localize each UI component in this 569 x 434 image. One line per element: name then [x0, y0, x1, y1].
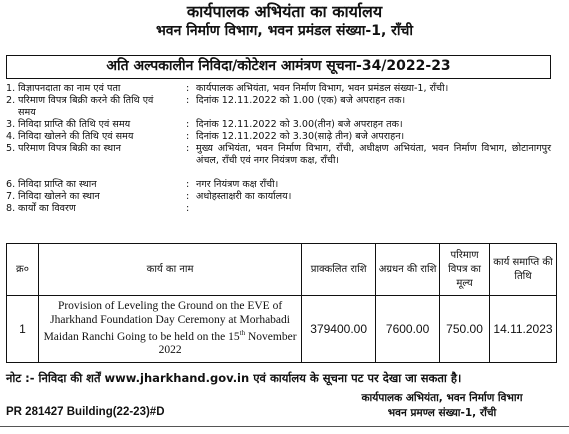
- detail-item: 1. विज्ञापनदाता का नाम एवं पता : कार्यपालक अभियंता, भवन निर्माण विभाग, भवन प्रमंडल संख्या-1, राँची।: [6, 83, 551, 95]
- cell-serial: 1: [7, 296, 39, 363]
- detail-label: परिमाण विपत्र बिक्री करने की तिथि एवं समय: [18, 95, 154, 118]
- col-earnest-money-header: अग्रधन की राशि: [376, 244, 440, 296]
- col-completion-date-header: कार्य समाप्ति की तिथि: [490, 244, 557, 296]
- office-header: [0, 2, 569, 40]
- cell-bq-cost: 750.00: [440, 296, 490, 363]
- detail-item: 7. निविदा खोलने का स्थान : अधोहस्ताक्षरी का कार्यालय।: [6, 191, 551, 203]
- detail-item: 4. निविदा खोलने की तिथि एवं समय : दिनांक 12.11.2022 को 3.30(साढ़े तीन) बजे अपराहन।: [6, 131, 551, 143]
- cell-earnest-money: 7600.00: [376, 296, 440, 363]
- detail-number: 6.: [6, 179, 16, 190]
- detail-number: 2.: [6, 95, 16, 106]
- col-serial-header: क्र०: [7, 244, 39, 296]
- works-table: [6, 243, 557, 363]
- detail-label: निविदा प्राप्ति की तिथि एवं समय: [18, 119, 131, 130]
- detail-label: कार्यों का विवरण: [18, 203, 76, 214]
- table-row: [7, 296, 557, 363]
- detail-item: 5. परिमाण विपत्र बिक्री का स्थान : मुख्य अभियंता, भवन निर्माण विभाग, राँची, अधीक्षण अभियंता, भवन निर्माण विभाग, छोटानागपुर अंचल, राँची एवं नगर नियंत्रण कक्ष, राँची।: [6, 143, 551, 179]
- signature-block: [322, 391, 562, 421]
- detail-value: नगर नियंत्रण कक्ष राँची।: [196, 179, 279, 190]
- notice-title: अति अल्पकालीन निविदा/कोटेशन आमंत्रण सूचना-34/2022-23: [6, 55, 551, 79]
- detail-number: 8.: [6, 203, 16, 214]
- pr-number: PR 281427 Building(22-23)#D: [6, 406, 165, 418]
- detail-label: परिमाण विपत्र बिक्री का स्थान: [18, 143, 121, 154]
- cell-estimated-amount: 379400.00: [302, 296, 376, 363]
- detail-number: 5.: [6, 143, 16, 154]
- detail-label: विज्ञापनदाता का नाम एवं पता: [18, 83, 121, 94]
- col-work-name-header: कार्य का नाम: [38, 244, 301, 296]
- detail-label: निविदा खोलने की तिथि एवं समय: [18, 131, 134, 142]
- detail-number: 4.: [6, 131, 16, 142]
- detail-item: 8. कार्यों का विवरण :: [6, 203, 551, 215]
- detail-value: [196, 203, 551, 215]
- detail-number: 7.: [6, 191, 16, 202]
- detail-label: निविदा खोलने का स्थान: [18, 191, 100, 202]
- table-header-row: [7, 244, 557, 296]
- department-name: भवन निर्माण विभाग, भवन प्रमंडल संख्या-1, राँची: [155, 23, 414, 39]
- detail-item: 6. निविदा प्राप्ति का स्थान : नगर नियंत्रण कक्ष राँची।: [6, 179, 551, 191]
- note-text: नोट :- निविदा की शर्तें www.jharkhand.gov.in एवं कार्यालय के सूचना पट पर देखा जा सकता है।: [6, 371, 462, 385]
- col-estimated-amount-header: प्राक्कलित राशि: [302, 244, 376, 296]
- detail-item: 3. निविदा प्राप्ति की तिथि एवं समय : दिनांक 12.11.2022 को 3.00(तीन) बजे अपराहन तक।: [6, 119, 551, 131]
- office-name: कार्यपालक अभियंता का कार्यालय: [186, 2, 383, 21]
- notice-details-list: [6, 83, 551, 215]
- cell-work-name: Provision of Leveling the Ground on the EVE of Jharkhand Foundation Day Ceremony at Morhabadi Maidan Ranchi Going to be held on the 15th November 2022: [38, 296, 301, 363]
- detail-number: 1.: [6, 83, 16, 94]
- detail-value: दिनांक 12.11.2022 को 1.00 (एक) बजे अपराहन तक।: [196, 95, 406, 106]
- col-bq-cost-header: परिमाण विपत्र का मूल्य: [440, 244, 490, 296]
- bottom-rule: [0, 426, 569, 427]
- cell-completion-date: 14.11.2023: [490, 296, 557, 363]
- detail-label: निविदा प्राप्ति का स्थान: [18, 179, 97, 190]
- detail-value: अधोहस्ताक्षरी का कार्यालय।: [196, 191, 292, 202]
- detail-value: दिनांक 12.11.2022 को 3.00(तीन) बजे अपराहन तक।: [196, 119, 403, 130]
- signature-office: भवन प्रमण्ल संख्या-1, राँची: [387, 407, 497, 419]
- detail-number: 3.: [6, 119, 16, 130]
- detail-item: 2. परिमाण विपत्र बिक्री करने की तिथि एवं समय : दिनांक 12.11.2022 को 1.00 (एक) बजे अपराहन तक।: [6, 95, 551, 119]
- detail-value: मुख्य अभियंता, भवन निर्माण विभाग, राँची, अधीक्षण अभियंता, भवन निर्माण विभाग, छोटानागपुर अंचल, राँची एवं नगर नियंत्रण कक्ष, राँची।: [196, 143, 551, 166]
- detail-value: कार्यपालक अभियंता, भवन निर्माण विभाग, भवन प्रमंडल संख्या-1, राँची।: [196, 83, 449, 94]
- detail-value: दिनांक 12.11.2022 को 3.30(साढ़े तीन) बजे अपराहन।: [196, 131, 405, 142]
- signature-designation: कार्यपालक अभियंता, भवन निर्माण विभाग: [361, 392, 523, 404]
